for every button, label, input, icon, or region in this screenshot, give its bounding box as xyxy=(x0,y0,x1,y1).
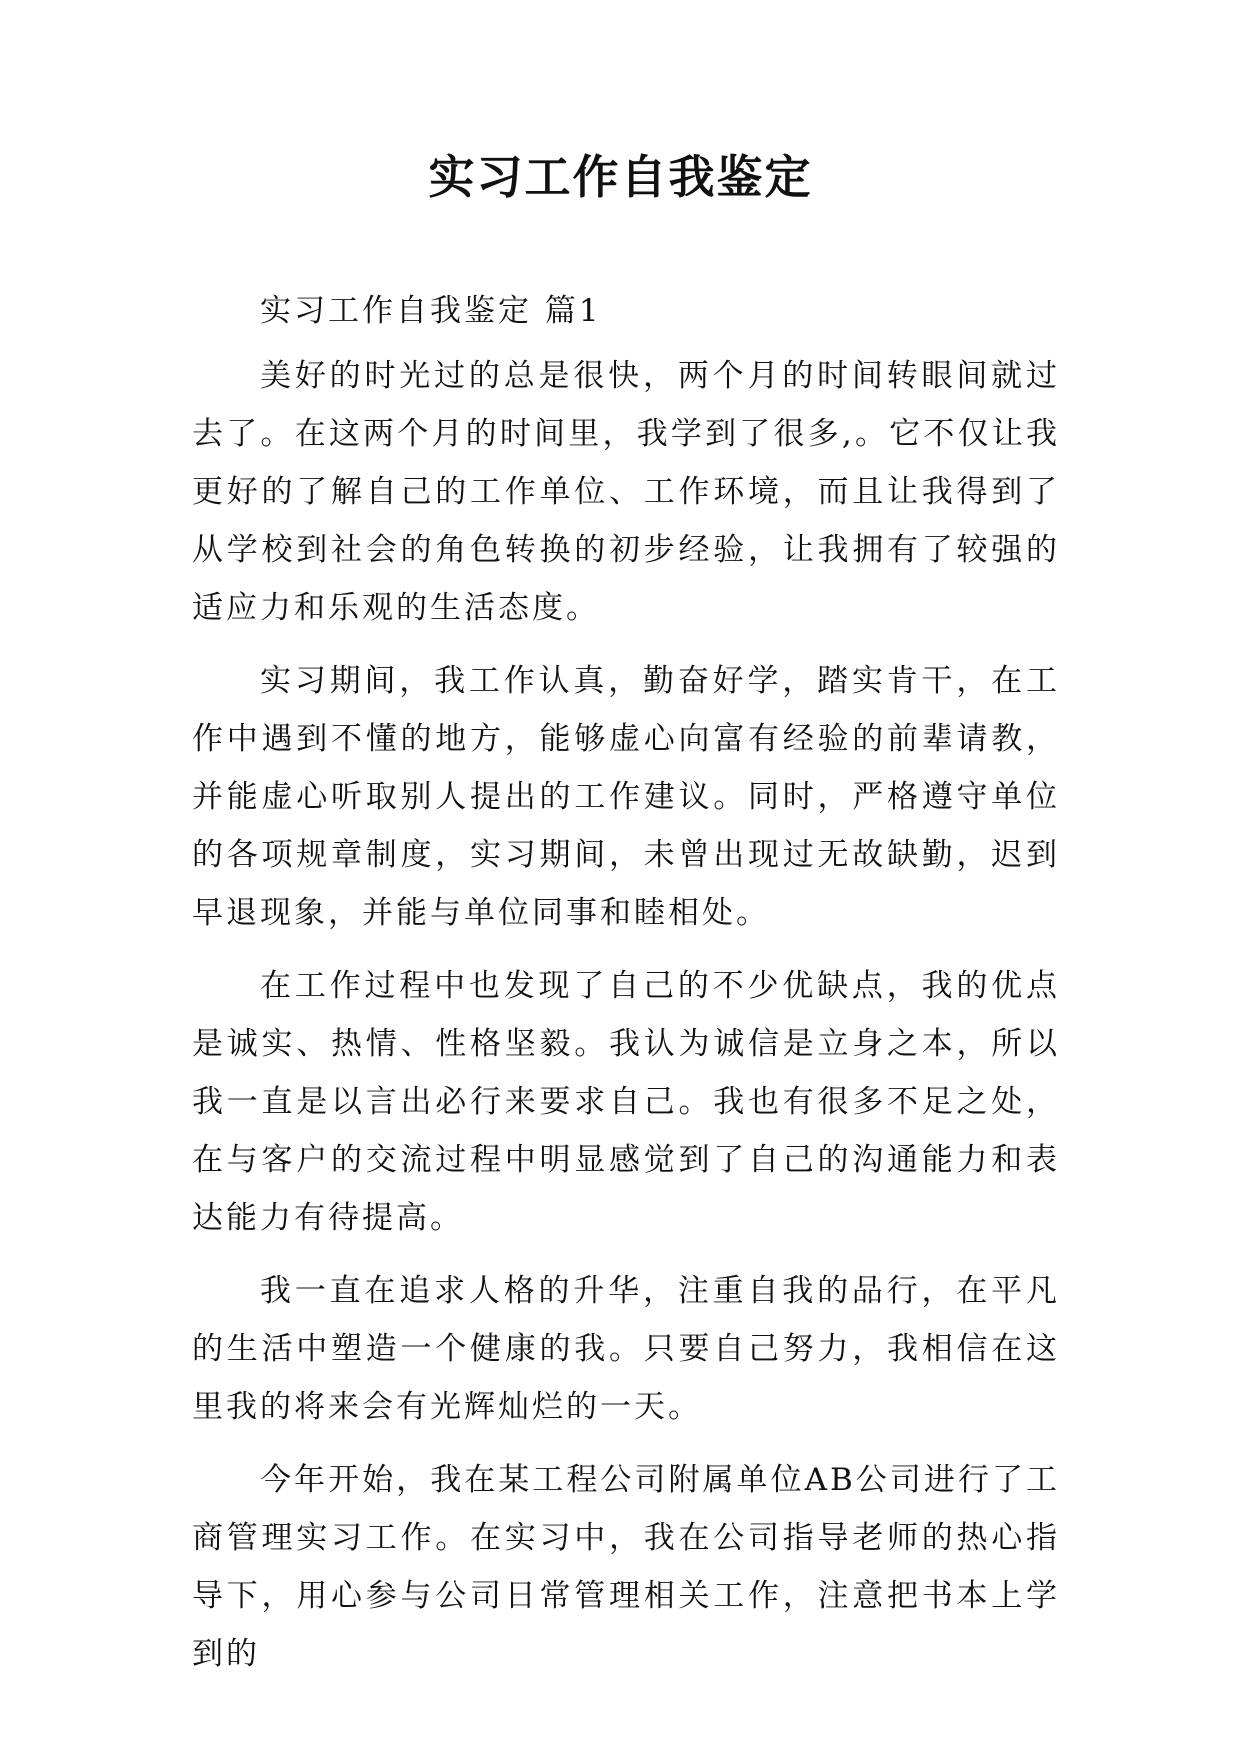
paragraph-4: 我一直在追求人格的升华，注重自我的品行，在平凡的生活中塑造一个健康的我。只要自己努力，我相信在这里我的将来会有光辉灿烂的一天。 xyxy=(192,1273,1060,1425)
paragraph-1: 美好的时光过的总是很快，两个月的时间转眼间就过去了。在这两个月的时间里，我学到了很多,。它不仅让我更好的了解自己的工作单位、工作环境，而且让我得到了从学校到社会的角色转换的初步经验，让我拥有了较强的适应力和乐观的生活态度。 xyxy=(192,358,1060,626)
document-body xyxy=(192,290,1060,1698)
paragraph-2: 实习期间，我工作认真，勤奋好学，踏实肯干，在工作中遇到不懂的地方，能够虚心向富有经验的前辈请教，并能虚心听取别人提出的工作建议。同时，严格遵守单位的各项规章制度，实习期间，未曾出现过无故缺勤，迟到早退现象，并能与单位同事和睦相处。 xyxy=(192,663,1060,931)
section-heading: 实习工作自我鉴定 篇1 xyxy=(260,293,602,329)
document-title: 实习工作自我鉴定 xyxy=(428,150,813,204)
paragraph-5: 今年开始，我在某工程公司附属单位AB公司进行了工商管理实习工作。在实习中，我在公司指导老师的热心指导下，用心参与公司日常管理相关工作，注意把书本上学到的 xyxy=(192,1462,1060,1672)
paragraph-3: 在工作过程中也发现了自己的不少优缺点，我的优点是诚实、热情、性格坚毅。我认为诚信是立身之本，所以我一直是以言出必行来要求自己。我也有很多不足之处，在与客户的交流过程中明显感觉到了自己的沟通能力和表达能力有待提高。 xyxy=(192,968,1060,1236)
